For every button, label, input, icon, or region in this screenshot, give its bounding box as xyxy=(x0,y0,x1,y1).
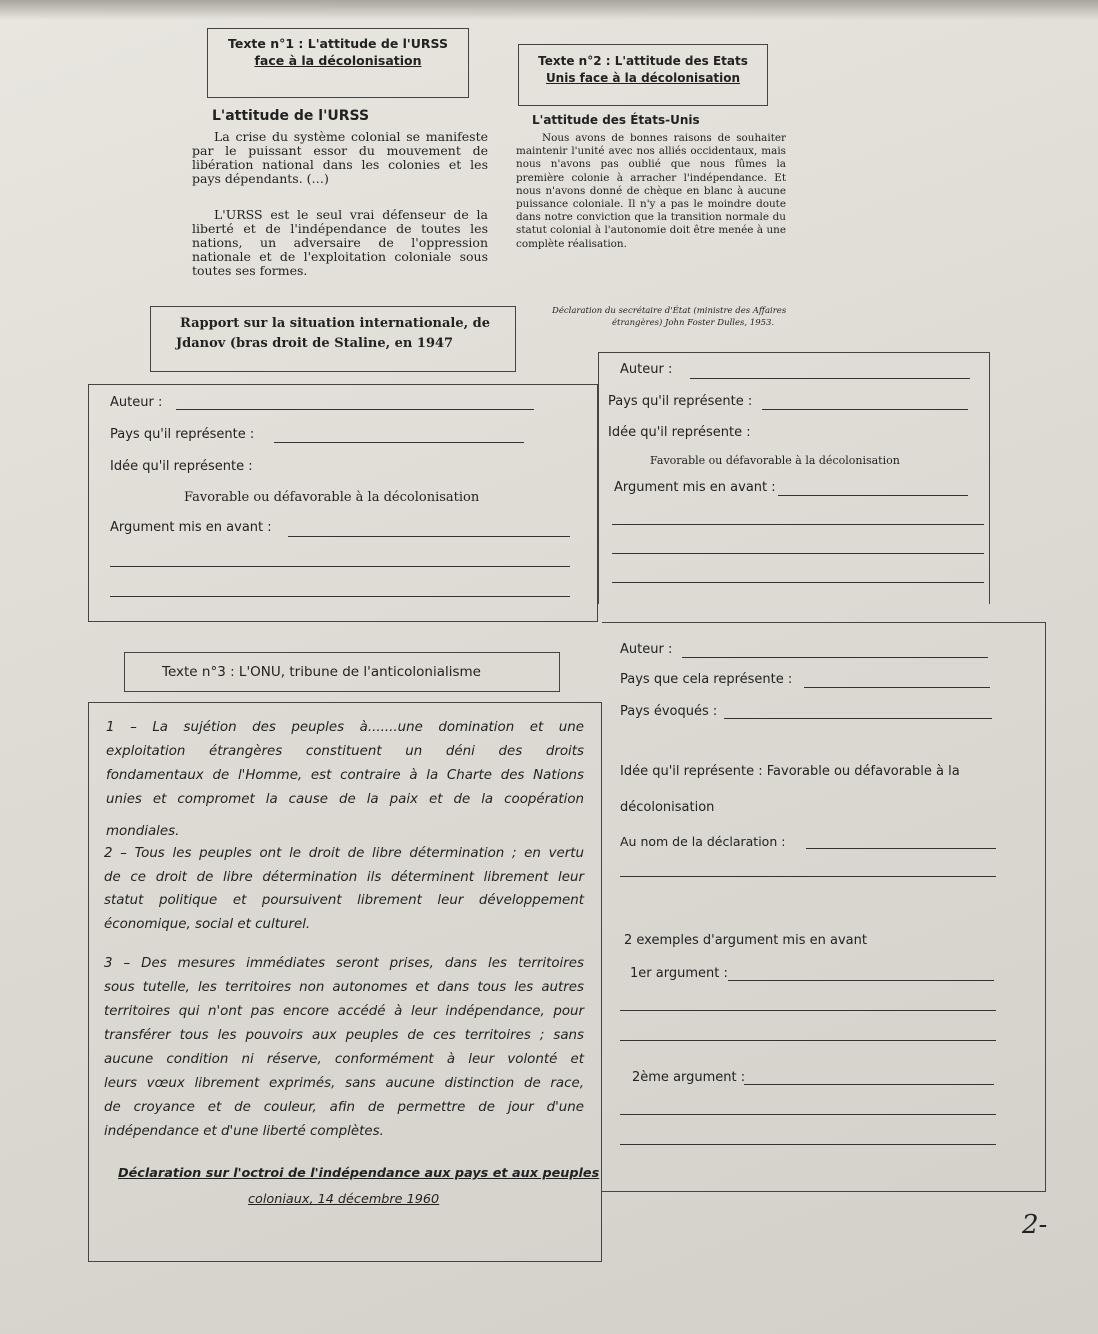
texte2-argument-answer-line-3[interactable] xyxy=(612,553,984,554)
texte1-source-line1: Rapport sur la situation internationale, de xyxy=(180,316,491,331)
texte3-auteur-answer-line[interactable] xyxy=(682,657,988,658)
texte1-title-line1: Texte n°1 : L'attitude de l'URSS xyxy=(228,36,448,51)
texte1-pays-answer-line[interactable] xyxy=(274,442,524,443)
texte3-paragraph3 xyxy=(104,952,584,1144)
texte3-argument1-answer-line-2[interactable] xyxy=(620,1010,996,1011)
texte3-declaration-answer-line-2[interactable] xyxy=(620,876,996,877)
texte3-argument2-answer-line-2[interactable] xyxy=(620,1114,996,1115)
texte3-pays-label: Pays que cela représente : xyxy=(620,672,793,687)
texte1-auteur-answer-line[interactable] xyxy=(176,409,534,410)
texte3-paragraph1 xyxy=(106,716,584,844)
texte3-p3-line6: leurs vœux librement exprimés, sans aucune distinction de race, xyxy=(104,1076,584,1091)
texte3-pays-evoques-label: Pays évoqués : xyxy=(620,704,718,719)
texte3-idee-label-2: décolonisation xyxy=(620,800,715,815)
texte2-argument-answer-line-2[interactable] xyxy=(612,524,984,525)
texte3-p1-line5: mondiales. xyxy=(106,824,180,839)
texte3-source-line1: Déclaration sur l'octroi de l'indépendance aux pays et aux peuples xyxy=(118,1166,600,1181)
texte3-argument1-answer-line-3[interactable] xyxy=(620,1040,996,1041)
texte3-p2-line2: de ce droit de libre détermination ils déterminent librement leur xyxy=(104,869,584,885)
texte3-p1-line1: 1 – La sujétion des peuples à.......une domination et une xyxy=(106,720,584,735)
texte3-p3-line1: 3 – Des mesures immédiates seront prises, dans les territoires xyxy=(104,956,584,971)
texte1-title-box xyxy=(207,28,469,98)
texte3-p3-line3: territoires qui n'ont pas encore accédé à leur indépendance, pour xyxy=(104,1004,584,1019)
texte2-title-line2: Unis face à la décolonisation xyxy=(545,71,741,85)
page-top-shadow xyxy=(0,0,1098,20)
texte3-p1-line2: exploitation étrangères constituent un déni des droits xyxy=(106,744,584,759)
texte3-p1-line3: fondamentaux de l'Homme, est contraire à la Charte des Nations xyxy=(106,768,584,783)
texte3-title: Texte n°3 : L'ONU, tribune de l'anticolonialisme xyxy=(162,664,481,680)
texte1-paragraph2: L'URSS est le seul vrai défenseur de la liberté et de l'indépendance de toutes les nations, un adversaire de l'oppression nationale et de l'exploitation coloniale sous toutes ses formes. xyxy=(192,207,488,278)
texte3-paragraph2 xyxy=(104,842,584,936)
texte2-paragraph: Nous avons de bonnes raisons de souhaiter maintenir l'unité avec nos alliés occidentaux, mais nous n'avons pas oublié que nous fûmes la première colonie à arracher l'indépendance. Et nous n'avons donné de chèque en blanc à aucune puissance coloniale. Il n'y a pas le moindre doute dans notre conviction que la transition normale du statut colonial à l'autonomie doit être menée à une complète réalisation. xyxy=(516,132,786,250)
texte3-argument2-answer-line-3[interactable] xyxy=(620,1144,996,1145)
texte2-title-line1: Texte n°2 : L'attitude des Etats xyxy=(538,54,748,68)
texte2-pays-answer-line[interactable] xyxy=(762,409,968,410)
texte2-source-line2: étrangères) John Foster Dulles, 1953. xyxy=(612,318,775,328)
texte1-idee-label: Idée qu'il représente : xyxy=(110,459,253,474)
texte2-argument-answer-line[interactable] xyxy=(778,495,968,496)
texte3-auteur-label: Auteur : xyxy=(620,642,673,657)
texte3-p3-line2: sous tutelle, les territoires non autonomes et dans tous les autres xyxy=(104,980,584,995)
texte3-p2-line1: 2 – Tous les peuples ont le droit de libre détermination ; en vertu xyxy=(104,846,584,861)
texte3-p1-line4: unies et compromet la cause de la paix et de la coopération xyxy=(106,792,584,807)
texte3-argument2-label: 2ème argument : xyxy=(632,1070,746,1085)
texte3-source-line2: coloniaux, 14 décembre 1960 xyxy=(248,1192,440,1207)
texte3-pays-evoques-answer-line[interactable] xyxy=(724,718,992,719)
page-number: 2- xyxy=(1022,1210,1048,1240)
texte1-source-line2: Jdanov (bras droit de Staline, en 1947 xyxy=(176,336,454,351)
texte1-heading: L'attitude de l'URSS xyxy=(212,108,370,124)
texte2-auteur-answer-line[interactable] xyxy=(690,378,970,379)
texte3-p2-line3: statut politique et poursuivent librement leur développement xyxy=(104,893,584,908)
texte1-title-line2: face à la décolonisation xyxy=(254,53,422,68)
texte1-argument-answer-line[interactable] xyxy=(288,536,570,537)
texte1-argument-label: Argument mis en avant : xyxy=(110,520,272,535)
texte2-favorable-label: Favorable ou défavorable à la décolonisation xyxy=(650,454,900,467)
texte3-p3-line7: de croyance et de couleur, afin de permettre de jour d'une xyxy=(104,1100,584,1115)
texte3-argument1-answer-line[interactable] xyxy=(728,980,994,981)
texte3-pays-answer-line[interactable] xyxy=(804,687,990,688)
texte3-p2-line4: économique, social et culturel. xyxy=(104,916,311,932)
texte1-auteur-label: Auteur : xyxy=(110,395,163,410)
texte3-argument1-label: 1er argument : xyxy=(630,966,728,981)
texte1-pays-label: Pays qu'il représente : xyxy=(110,427,255,442)
texte1-argument-answer-line-3[interactable] xyxy=(110,596,570,597)
texte2-title-box xyxy=(518,44,768,106)
texte3-declaration-answer-line[interactable] xyxy=(806,848,996,849)
texte3-argument2-answer-line[interactable] xyxy=(744,1084,994,1085)
texte3-exemples-label: 2 exemples d'argument mis en avant xyxy=(624,933,867,948)
texte1-argument-answer-line-2[interactable] xyxy=(110,566,570,567)
texte3-p3-line5: aucune condition ni réserve, conformément à leur volonté et xyxy=(104,1052,584,1067)
texte2-source-line1: Déclaration du secrétaire d'État (ministre des Affaires xyxy=(552,306,787,316)
texte1-paragraph1: La crise du système colonial se manifeste par le puissant essor du mouvement de libération national dans les colonies et les pays dépendants. (…) xyxy=(192,129,488,186)
texte3-p3-line4: transférer tous les pouvoirs aux peuples de ces territoires ; sans xyxy=(104,1028,584,1043)
texte2-heading: L'attitude des États-Unis xyxy=(532,113,700,127)
texte3-p3-line8: indépendance et d'une liberté complètes. xyxy=(104,1124,384,1139)
texte3-declaration-label: Au nom de la déclaration : xyxy=(620,834,786,849)
texte3-idee-label: Idée qu'il représente : Favorable ou défavorable à la xyxy=(620,764,960,779)
texte2-idee-label: Idée qu'il représente : xyxy=(608,425,751,440)
texte2-argument-answer-line-4[interactable] xyxy=(612,582,984,583)
texte2-question-box xyxy=(598,352,990,604)
texte2-auteur-label: Auteur : xyxy=(620,362,673,377)
texte2-pays-label: Pays qu'il représente : xyxy=(608,394,753,409)
texte1-favorable-label: Favorable ou défavorable à la décolonisation xyxy=(184,490,480,505)
texte2-argument-label: Argument mis en avant : xyxy=(614,480,776,495)
